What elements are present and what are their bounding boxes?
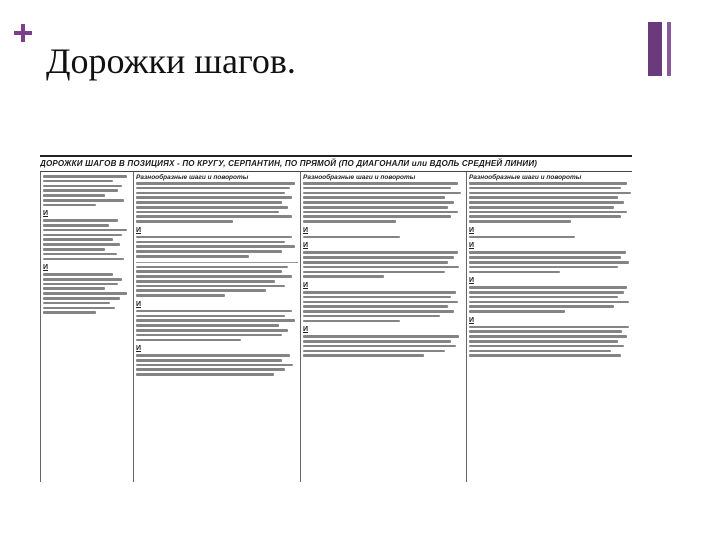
column-level-b [301,172,467,482]
column-title: Разнообразные шаги и повороты [136,174,249,181]
column-title: Разнообразные шаги и повороты [469,174,582,181]
and-label: И [136,226,142,234]
and-label: И [469,316,475,324]
column-level [40,172,134,482]
column-level-a [134,172,301,482]
document-header: ДОРОЖКИ ШАГОВ В ПОЗИЦИЯХ - ПО КРУГУ, СЕРПАНТИН, ПО ПРЯМОЙ (ПО ДИАГОНАЛИ или ВДОЛЬ СРЕДНЕЙ ЛИНИИ) [40,155,632,172]
scanned-document [40,155,632,485]
and-label: И [43,210,49,218]
and-label: И [469,277,475,285]
column-title: Разнообразные шаги и повороты [303,174,416,181]
plus-icon [14,24,32,42]
column-level-c [467,172,632,482]
and-label: И [469,226,475,234]
and-label: И [136,300,142,308]
and-label: И [136,345,142,353]
document-table [40,172,632,482]
and-label: И [303,242,309,250]
decorative-bar-thin [667,22,671,76]
and-label: И [303,281,309,289]
decorative-bar [648,22,662,76]
and-label: И [303,226,309,234]
and-label: И [469,242,475,250]
and-label: И [303,326,309,334]
and-label: И [43,264,49,272]
slide-title: Дорожки шагов. [46,41,296,81]
